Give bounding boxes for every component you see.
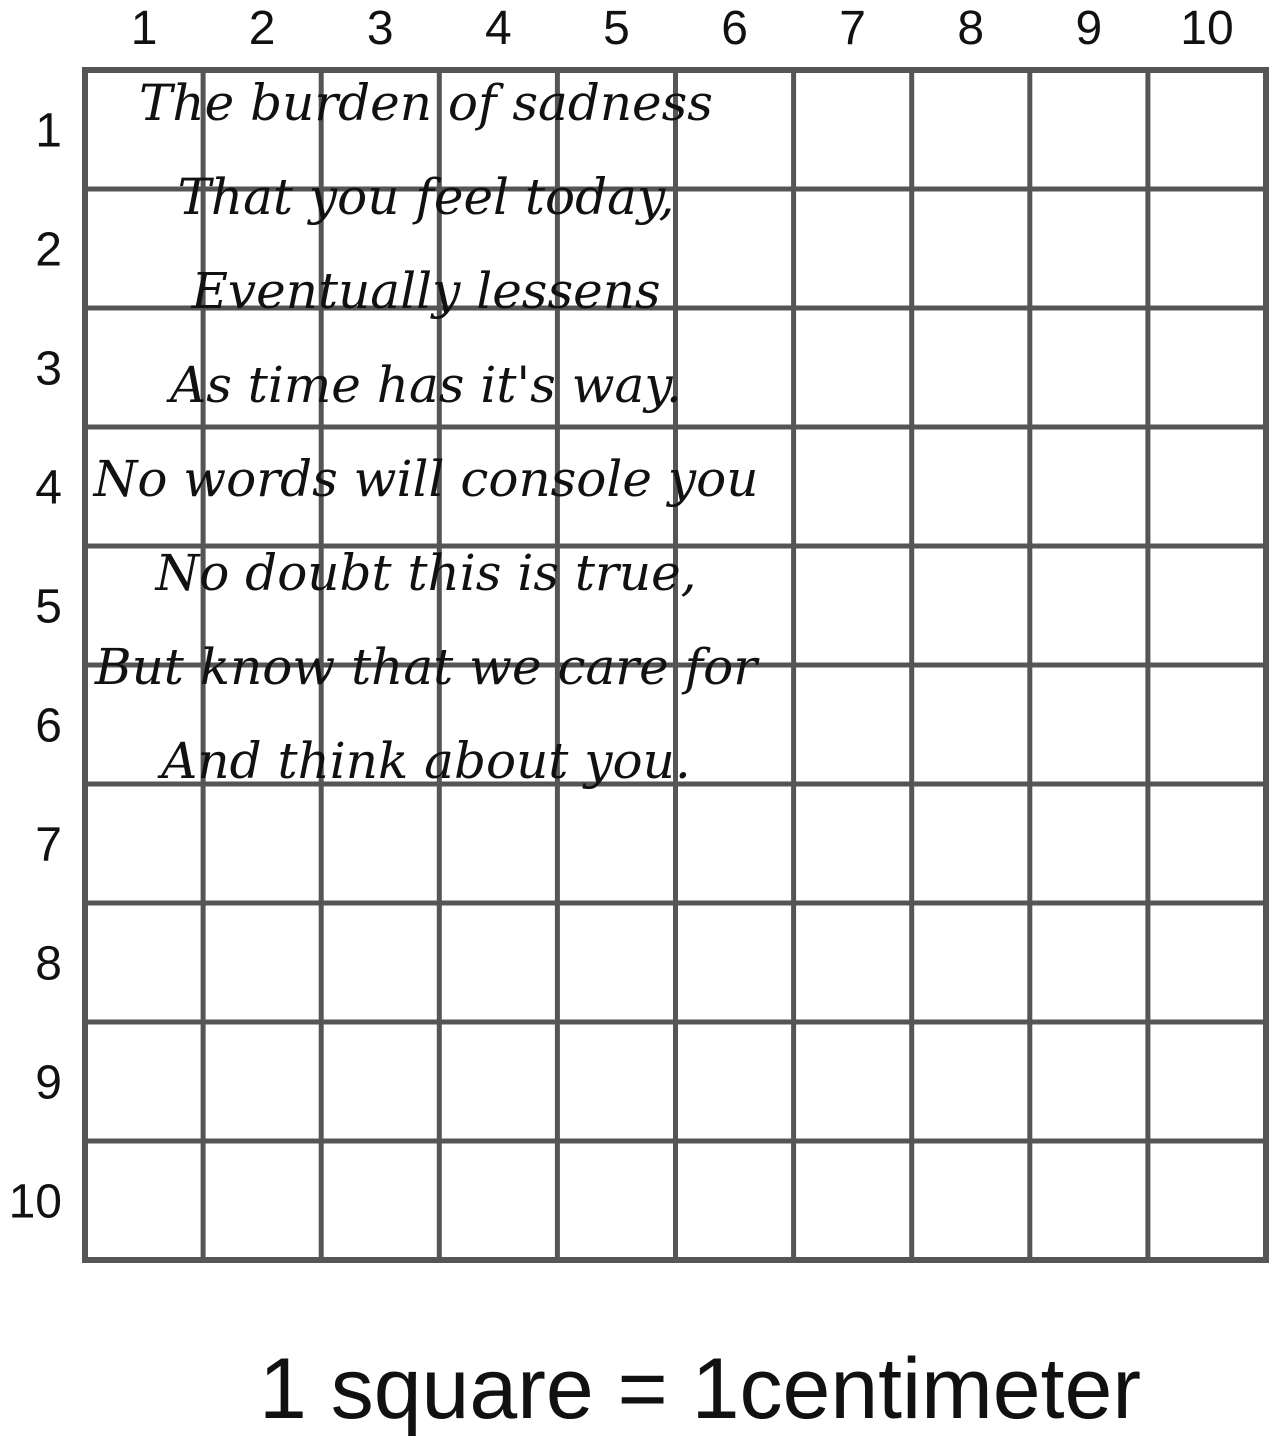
poem-text [93, 74, 761, 790]
row-label: 10 [8, 1175, 62, 1229]
row-label: 8 [35, 937, 62, 991]
row-label: 3 [35, 342, 62, 396]
poem-line: Eventually lessens [191, 262, 661, 320]
row-label: 7 [35, 818, 62, 872]
row-label: 5 [35, 580, 62, 634]
column-label: 8 [957, 2, 985, 55]
scale-note: 1 square = 1centimeter [258, 1341, 1142, 1437]
row-label: 6 [35, 699, 62, 753]
column-label: 9 [1075, 2, 1103, 55]
poem-line: The burden of sadness [139, 74, 713, 132]
column-label: 1 [130, 2, 158, 55]
row-label: 1 [35, 104, 62, 158]
column-label: 3 [366, 2, 394, 55]
column-label: 2 [248, 2, 276, 55]
poem-line: As time has it's way. [170, 356, 682, 414]
column-label: 10 [1180, 2, 1234, 55]
column-labels [131, 2, 1234, 55]
row-label: 4 [35, 461, 62, 515]
poem-line: But know that we care for [94, 638, 758, 696]
poem-line: And think about you. [161, 732, 691, 790]
row-labels [9, 105, 62, 1229]
column-label: 4 [484, 2, 512, 55]
column-label: 5 [603, 2, 630, 55]
poem-line: No words will console you [93, 450, 759, 508]
poem-line: No doubt this is true, [155, 544, 697, 602]
row-label: 2 [35, 223, 62, 277]
row-label: 9 [35, 1056, 62, 1110]
poem-line: That you feel today, [177, 168, 675, 226]
column-label: 6 [721, 2, 748, 55]
column-label: 7 [839, 2, 867, 55]
